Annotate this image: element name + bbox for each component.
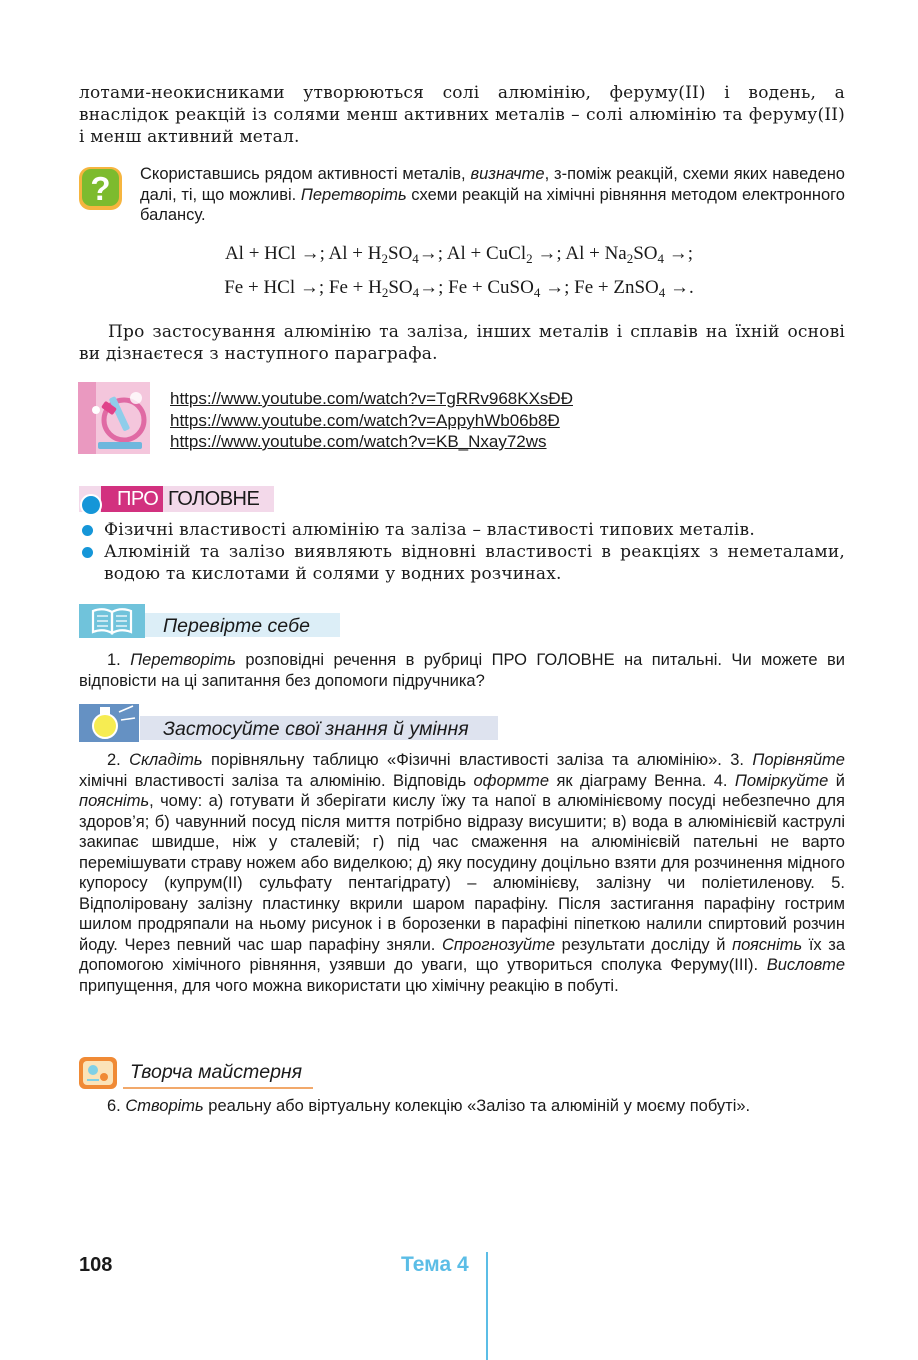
- pro-golovne-label-part2: ГОЛОВНЕ: [168, 488, 260, 510]
- list-item: Фізичні властивості алюмінію та заліза – властивості типових металів.: [79, 519, 845, 541]
- list-item: Алюміній та залізо виявляють відновні властивості в реакціях з неметалами, водою та кислотами й солями у водних розчинах.: [79, 541, 845, 585]
- equation-line-iron: Fe + HCl →; $Fe + H_2SO_4\to$; Fe + CuSO$_4$ →; Fe + ZnSO$_4$ →.: [224, 277, 694, 300]
- equation-line-aluminium: Al + HCl →; $Al + H_2SO_4\to$; Al + CuCl$_2$ →; $Al + Na_2SO_4$ →;: [224, 243, 694, 266]
- apply-knowledge-heading: Застосуйте свої знання й уміння: [163, 718, 469, 740]
- light-bulb-icon: [79, 704, 139, 742]
- creative-workshop-underline: [123, 1087, 313, 1089]
- check-yourself-task: 1. Перетворіть розповідні речення в рубриці ПРО ГОЛОВНЕ на питальні. Чи можете ви відповісти на ці запитання без допомоги підручника?: [79, 651, 845, 690]
- blue-dot-icon: [80, 494, 102, 516]
- bullet-icon: [82, 525, 93, 536]
- workshop-icon: [79, 1057, 117, 1089]
- footer-divider: [486, 1252, 488, 1360]
- creative-workshop-task: 6. Створіть реальну або віртуальну колекцію «Залізо та алюміній у моєму побуті».: [107, 1097, 751, 1115]
- bullet-icon: [82, 547, 93, 558]
- outro-paragraph: Про застосування алюмінію та заліза, інших металів і сплавів на їхній основі ви дізнаєтеся з наступного параграфа.: [79, 322, 845, 364]
- microscope-icon: [78, 382, 150, 454]
- creative-workshop-heading: Творча майстерня: [130, 1061, 303, 1083]
- topic-label: Тема 4: [401, 1253, 469, 1276]
- intro-paragraph: лотами-неокисниками утворюються солі алюмінію, феруму(ІІ) і водень, а внаслідок реакцій із солями менш активних металів – солі алюмінію та феруму(ІІ) і менш активний метал.: [79, 83, 845, 147]
- video-link[interactable]: https://www.youtube.com/watch?v=AppyhWb06b8Ð: [170, 410, 560, 430]
- apply-knowledge-tasks: 2. Складіть порівняльну таблицю «Фізичні властивості заліза та алюмінію». 3. Порівняйте хімічні властивості заліза та алюмінію. Відповідь оформте як діаграму Венна. 4. Поміркуйте й поясніть, чому: а) готувати й зберігати кислу їжу та напої в алюмінієвому посуді небезпечно для здоров’я; б) чавунний посуд після миття потрібно відразу висушити; в) вода в алюмінієвій каструлі закипає швидше, ніж у сталевій; г) під час смаження на алюмінієвій пательні не варто перемішувати страву ножем або виделкою; д) яку посудину доцільно взяти для розчинення мідного купоросу (купрум(ІІ) сульфату пентагідрату) – алюмінієву, залізну чи поліетиленову. 5. Відполіровану залізну пластинку вкрили шаром парафіну. Після застигання парафіну гострим шилом продряпали на ньому рисунок і в борозенки в парафіні піпеткою налили спиртовий розчин йоду. Через певний час шар парафіну зняли. Спрогнозуйте результати досліду й поясніть їх за допомогою хімічного рівняння, узявши до уваги, що утвориться сполука Феруму(ІІІ). Висловте припущення, для чого можна використати цю хімічну реакцію в побуті.: [79, 751, 846, 995]
- question-task-text: Скориставшись рядом активності металів, визначте, з-поміж реакцій, схеми яких наведено далі, ті, що можливі. Перетворіть схеми реакцій на хімічні рівняння методом електронного балансу.: [140, 165, 845, 224]
- pro-golovne-list: [79, 519, 845, 585]
- question-mark-icon: [78, 166, 123, 211]
- video-links-list: [170, 388, 573, 453]
- video-link[interactable]: https://www.youtube.com/watch?v=KB_Nxay72ws: [170, 432, 547, 451]
- pro-golovne-header: [79, 486, 274, 514]
- check-yourself-heading: Перевірте себе: [163, 615, 310, 637]
- video-link[interactable]: https://www.youtube.com/watch?v=TgRRv968KXsÐÐ: [170, 389, 573, 408]
- page-number: 108: [79, 1254, 113, 1276]
- pro-golovne-label-part1: ПРО: [117, 488, 159, 510]
- svg-text:?: ?: [90, 170, 111, 207]
- open-book-icon: [79, 604, 145, 638]
